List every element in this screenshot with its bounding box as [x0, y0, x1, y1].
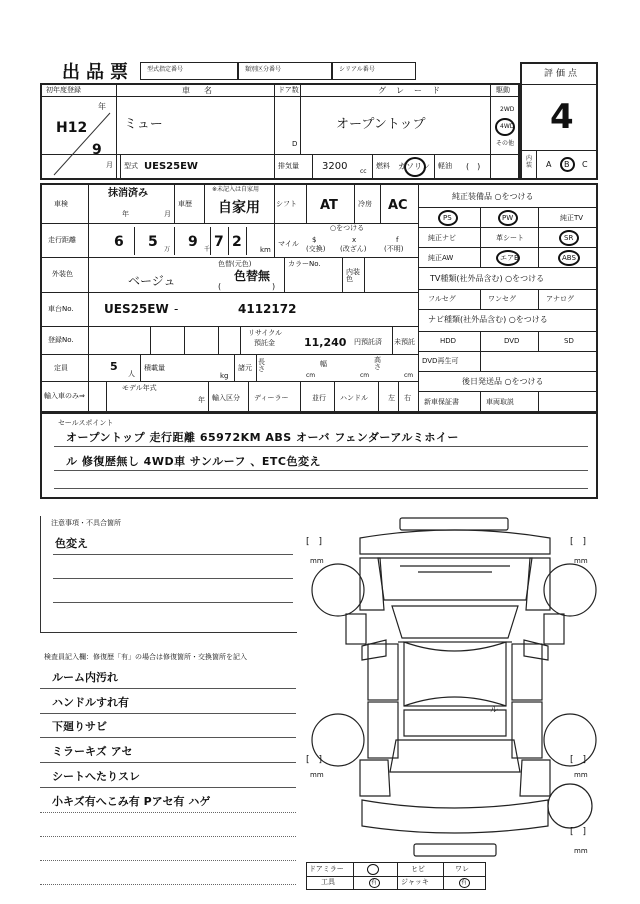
caution-label: 注意事項・不具合箇所 [51, 519, 121, 527]
drive-selected-circle [495, 118, 515, 136]
equip-abs: ABS [562, 254, 576, 262]
equip-pw-circle [498, 210, 518, 226]
history-value: 自家用 [218, 200, 260, 216]
mm-rr: mm [574, 771, 588, 779]
navi-sd: SD [564, 337, 574, 345]
month-unit: 月 [106, 161, 113, 169]
car-name-value: ミュー [124, 117, 163, 132]
tv-fullseg: フルセグ [428, 295, 456, 303]
slash-line [50, 102, 112, 177]
serial-box [332, 62, 416, 80]
drive-4wd: 4WD [500, 123, 515, 130]
fuel-paren: ( ) [466, 162, 481, 171]
equip-tv: 純正TV [560, 214, 584, 222]
color-no-label: カラーNo. [288, 260, 321, 268]
bracket-rr: [ ] [570, 755, 587, 765]
equip-aw: 純正AW [428, 254, 454, 262]
bt-mirror-circle [367, 864, 379, 875]
equipment-title: 純正装備品 ○をつける [452, 192, 534, 201]
dimensions-label: 諸元 [238, 364, 252, 372]
car-diagram-svg [300, 510, 610, 870]
import-year: 年 [198, 396, 205, 404]
mileage-digit-1: 6 [114, 234, 124, 250]
caution-item-1: 色変え [55, 537, 88, 550]
bt-tools: 工具 [321, 878, 335, 886]
spec-block [40, 183, 598, 413]
dim-width-cm: cm [360, 372, 370, 379]
inspector-label: 検査員記入欄：修復歴「有」の場合は修復箇所・交換箇所を記入 [44, 653, 247, 661]
import-parallel: 並行 [312, 394, 326, 402]
inspection-month: 月 [164, 210, 171, 218]
navi-title: ナビ種類(社外品含む) ○をつける [428, 315, 548, 324]
chassis-number: 4112172 [238, 302, 297, 316]
chassis-dash: - [174, 302, 179, 316]
mm-fr: mm [574, 557, 588, 565]
grade-label: グレード [378, 86, 450, 95]
import-handle: ハンドル [340, 394, 368, 402]
bt-jack-mark: 有 [461, 879, 468, 886]
mileage-digit-4: 7 [214, 234, 224, 250]
inspector-item-5: シートへたりスレ [52, 770, 140, 783]
recycle-deposited: 円預託済 [354, 338, 382, 346]
mileage-digit-2: 5 [148, 234, 158, 250]
mileage-label: 走行距離 [48, 236, 76, 244]
bt-door-mirror: ドアミラー [309, 865, 344, 873]
drive-other: その他 [496, 140, 515, 147]
interior-box [520, 150, 598, 180]
regno-label: 登録No. [48, 336, 74, 344]
reg-month: 9 [92, 142, 102, 158]
rating-score: 4 [550, 97, 574, 137]
model-label: 型式 [124, 162, 138, 170]
later-manual: 車両取説 [486, 398, 514, 406]
inspection-value: 抹消済み [108, 188, 148, 199]
inspector-item-2: ハンドルすれ有 [52, 696, 129, 709]
color-paren-close: ) [272, 282, 276, 291]
bracket-rl: [ ] [306, 755, 323, 765]
sales-points-line-1: オープントップ 走行距離 65972KM ABS オーバ フェンダーアルミホイー [66, 431, 459, 444]
recycle-label-1: リサイクル [248, 329, 283, 337]
sales-points-block [40, 413, 598, 499]
diagram-mark: ル [490, 705, 498, 714]
equip-airbag: エアB [500, 254, 519, 262]
equip-ps-circle [438, 210, 458, 226]
tv-title: TV種類(社外品含む) ○をつける [430, 274, 545, 283]
interior-b: B [564, 160, 570, 169]
mileage-exchange: (交換) [306, 245, 326, 253]
tv-analog: アナログ [546, 295, 574, 303]
inspection-year: 年 [122, 210, 129, 218]
history-note: ※未記入は自家用 [212, 186, 260, 193]
navi-dvd-play: DVD再生可 [422, 357, 459, 365]
color-paren-open: ( [218, 282, 222, 291]
rating-label: 評価点 [544, 69, 581, 79]
year-unit: 年 [98, 102, 106, 111]
bt-fissure: ワレ [455, 865, 469, 873]
model-value: UES25EW [144, 161, 198, 172]
chassis-model: UES25EW [104, 302, 169, 316]
later-title: 後日発送品 ○をつける [462, 377, 544, 386]
car-name-label: 車名 [182, 86, 226, 95]
mileage-digit-3: 9 [188, 234, 198, 250]
inspector-item-3: 下廻りサビ [52, 720, 107, 733]
equip-ps: PS [443, 214, 452, 222]
mileage-km: km [260, 246, 271, 254]
model-year-label: モデル年式 [122, 384, 157, 392]
fuel-diesel: 軽油 [438, 162, 452, 170]
shift-value: AT [320, 198, 338, 213]
mm-rl: mm [310, 771, 324, 779]
color-change-label: 色替(元色) [218, 260, 252, 268]
displacement-unit: cc [360, 168, 367, 175]
exterior-value: ベージュ [128, 274, 176, 288]
bracket-spare: [ ] [570, 827, 587, 837]
ac-label: 冷房 [358, 200, 372, 208]
fuel-gasoline: ガソリン [398, 162, 430, 171]
caution-block [40, 516, 297, 633]
import-right: 右 [404, 394, 411, 402]
displacement-value: 3200 [322, 161, 348, 172]
first-reg-label: 初年度登録 [46, 86, 81, 94]
mileage-modified: (改ざん) [340, 245, 367, 253]
interior-selected-circle [560, 157, 575, 172]
modified-x: x [352, 236, 357, 244]
later-warranty: 新車保証書 [424, 398, 459, 406]
interior-a: A [546, 160, 552, 169]
inspection-label: 車検 [54, 200, 68, 208]
doors-value: D [292, 140, 298, 148]
grade-value: オープントップ [336, 117, 426, 132]
drive-2wd: 2WD [500, 106, 515, 113]
recycle-label-2: 預託金 [254, 339, 275, 347]
fuel-selected-circle [404, 157, 426, 177]
unknown-f: f [396, 236, 399, 244]
import-category: 輸入区分 [212, 394, 240, 402]
bt-jack: ジャッキ [401, 878, 429, 886]
bracket-fl: [ ] [306, 537, 323, 547]
import-label: 輸入車のみ⇒ [44, 392, 85, 400]
category-label: 類別区分番号 [245, 66, 282, 73]
mileage-sen: 千 [204, 246, 211, 253]
import-dealer: ディーラー [254, 394, 289, 402]
drive-label: 駆動 [496, 86, 510, 94]
form-title: 出品票 [62, 62, 134, 83]
dim-length-cm: cm [306, 372, 316, 379]
dim-width: 幅 [320, 360, 327, 368]
load-label: 積載量 [144, 364, 165, 372]
mileage-digit-5: 2 [232, 234, 242, 250]
type-cert-label: 型式指定番号 [147, 66, 184, 73]
category-box [238, 62, 332, 80]
sales-points-line-2: ル 修復歴無し 4WD車 サンルーフ 、ETC色変え [66, 455, 321, 468]
equip-sr: SR [564, 234, 574, 242]
capacity-label: 定員 [54, 364, 68, 372]
dim-height: 高さ [374, 356, 381, 371]
mileage-unknown: (不明) [384, 245, 404, 253]
capacity-value: 5 [110, 360, 118, 373]
sales-points-label: セールスポイント [58, 419, 114, 427]
bottom-table [306, 862, 486, 890]
interior-color-label: 内装色 [346, 268, 360, 283]
ac-value: AC [388, 198, 408, 213]
equip-airbag-circle [496, 250, 520, 266]
era-year: H12 [56, 120, 88, 136]
fuel-label: 燃料 [376, 162, 390, 170]
inspector-block [40, 666, 300, 892]
mileage-mile: マイル [278, 240, 299, 248]
import-left: 左 [388, 394, 395, 402]
equip-sr-circle [559, 230, 579, 246]
type-cert-box [140, 62, 238, 80]
shift-label: シフト [276, 200, 297, 208]
navi-hdd: HDD [440, 337, 457, 345]
bt-tools-mark: 有 [371, 879, 378, 886]
equip-abs-circle [558, 250, 580, 266]
inspector-item-6: 小キズ有へこみ有 Pアセ有 ハゲ [52, 795, 211, 808]
dim-length: 長さ [258, 358, 265, 373]
exchange-dollar: $ [312, 236, 317, 244]
chassis-label: 車台No. [48, 305, 74, 313]
registration-block [40, 83, 520, 180]
equip-pw: PW [502, 214, 514, 222]
equip-navi: 純正ナビ [428, 234, 456, 242]
capacity-unit: 人 [128, 370, 135, 378]
car-diagram [300, 510, 610, 870]
interior-c: C [582, 160, 588, 169]
equip-leather: 革シート [496, 234, 524, 242]
navi-dvd: DVD [504, 337, 520, 345]
inspector-item-4: ミラーキズ アセ [52, 745, 133, 758]
load-kg: kg [220, 372, 229, 380]
mileage-man: 万 [164, 246, 171, 253]
bracket-fr: [ ] [570, 537, 587, 547]
bt-crack: ヒビ [411, 865, 425, 873]
serial-label: シリアル番号 [339, 66, 375, 73]
dim-height-cm: cm [404, 372, 414, 379]
inspector-item-1: ルーム内汚れ [52, 671, 118, 684]
mileage-circle-label: ○をつける [330, 224, 365, 232]
displacement-label: 排気量 [278, 162, 299, 170]
history-label: 車歴 [178, 200, 192, 208]
exterior-label: 外装色 [52, 270, 73, 278]
interior-label: 内装 [526, 155, 533, 169]
color-change-value: 色替無 [234, 269, 271, 283]
recycle-amount: 11,240 [304, 336, 347, 349]
recycle-not-deposited: 未預託 [394, 338, 415, 346]
tv-oneseg: ワンセグ [488, 295, 516, 303]
mm-spare: mm [574, 847, 588, 855]
doors-label: ドア数 [278, 86, 299, 94]
mm-fl: mm [310, 557, 324, 565]
